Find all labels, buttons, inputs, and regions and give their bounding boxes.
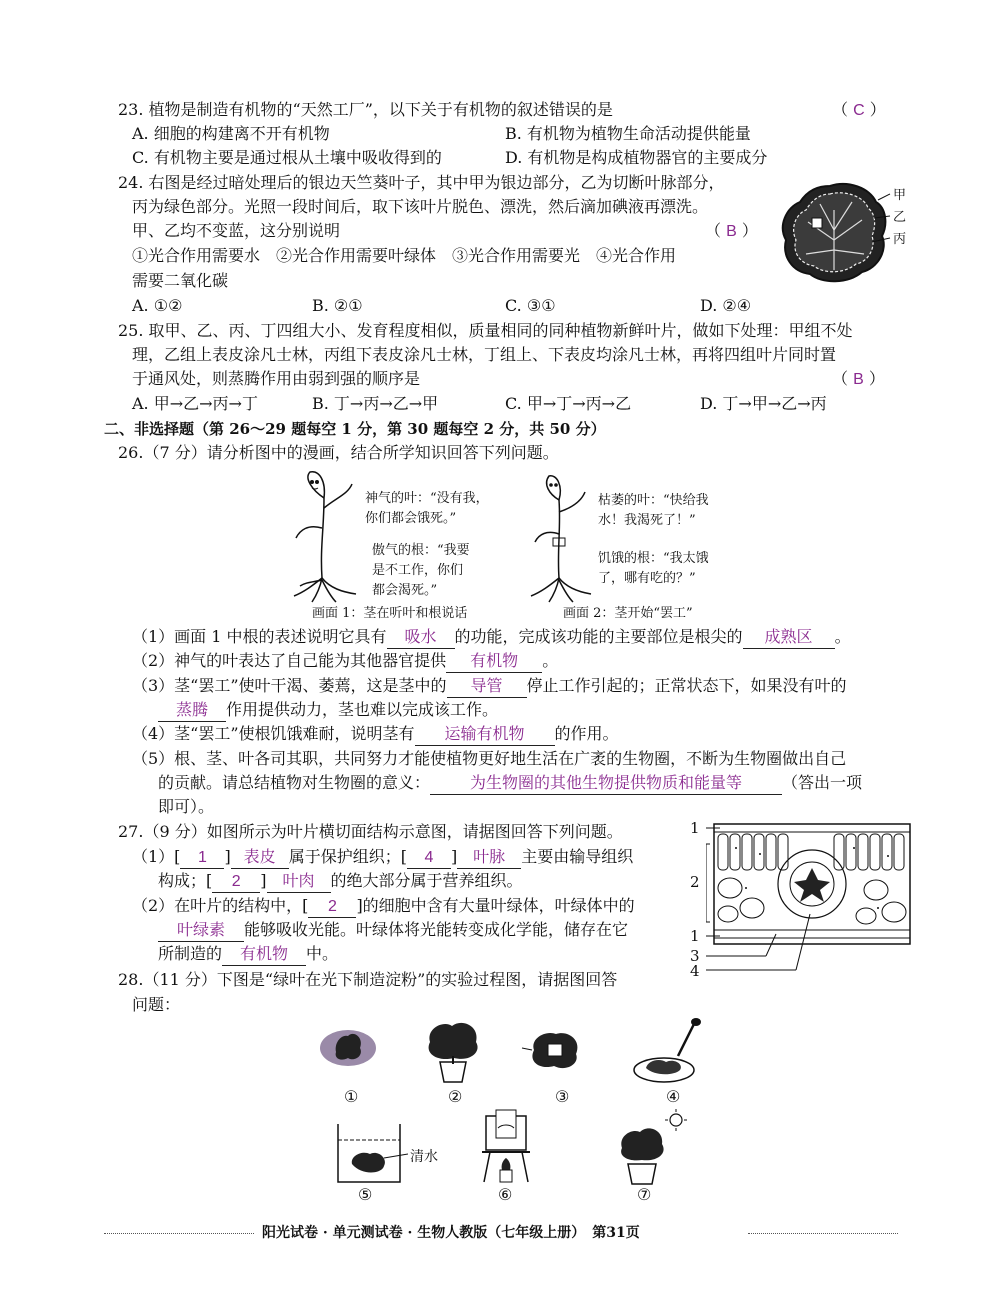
q27-p1b-answer: 叶肉	[267, 872, 331, 893]
bubble-root-hungry-2: 了，哪有吃的？”	[598, 571, 696, 586]
q27-p1-answer2: 叶脉	[457, 848, 521, 869]
step1-dark-plant-icon	[318, 1022, 378, 1070]
step-label-3: ③	[555, 1087, 570, 1106]
q26-p4-end: 的作用。	[554, 724, 619, 743]
q26-part4	[132, 723, 619, 746]
step-label-6: ⑥	[498, 1185, 513, 1204]
q27-p1b-open: 构成；[	[158, 871, 213, 890]
q24-label-bing: 丙	[893, 232, 907, 247]
footer-text: 阳光试卷 · 单元测试卷 · 生物人教版（七年级上册） 第31页	[262, 1225, 640, 1241]
q27-p2-end: ]的细胞中含有大量叶绿体，叶绿体中的	[356, 896, 635, 915]
bubble-root-hungry-1: 饥饿的根：“我太饿	[598, 551, 709, 566]
step-label-2: ②	[448, 1087, 463, 1106]
step-label-7: ⑦	[637, 1185, 652, 1204]
comic-caption-1: 画面 1：茎在听叶和根说话	[312, 606, 468, 621]
q27-p2c-text: 所制造的	[158, 944, 223, 963]
step5-beaker-water-icon	[332, 1120, 408, 1186]
q27-part1b	[158, 870, 523, 893]
q23-stem: 23. 植物是制造有机物的“天然工厂”，以下关于有机物的叙述错误的是	[118, 100, 613, 119]
q26-p5-end: （答出一项	[782, 773, 863, 792]
leaf-cross-section-figure	[706, 818, 916, 978]
q26-stem: 26.（7 分）请分析图中的漫画，结合所学知识回答下列问题。	[118, 443, 559, 462]
q27-fig-label-4: 4	[690, 962, 700, 980]
q26-part5-line1: （5）根、茎、叶各司其职，共同努力才能使植物更好地生活在广袤的生物圈，不断为生物圈做出自己	[132, 749, 847, 768]
q23-option-d: D. 有机物是构成植物器官的主要成分	[505, 148, 768, 167]
q26-p2-answer: 有机物	[446, 652, 542, 673]
footer-rule-right	[748, 1233, 898, 1234]
q25-line2: 理，乙组上表皮涂凡士林，丙组下表皮涂凡士林，丁组上、下表皮均涂凡士林，再将四组叶片同时置	[132, 345, 837, 364]
step2-potted-plant-icon	[424, 1018, 482, 1084]
q26-p2-text: （2）神气的叶表达了自己能为其他器官提供	[132, 651, 447, 670]
q25-answer-bracket: （ B ）	[832, 369, 885, 388]
q27-p1b-num: 2	[212, 872, 260, 893]
q27-p2c-answer: 有机物	[222, 945, 306, 966]
geranium-leaf-figure	[778, 180, 908, 286]
q26-p1-text: （1）画面 1 中根的表述说明它具有	[132, 627, 387, 646]
bubble-root-proud-2: 是不工作，你们	[372, 563, 464, 578]
q27-part2	[132, 895, 635, 918]
q24-option-d: D. ②④	[700, 296, 752, 315]
q24-line1: 24. 右图是经过暗处理后的银边天竺葵叶子，其中甲为银边部分，乙为切断叶脉部分，	[118, 173, 725, 192]
bubble-leaf-withered-2: 水！我渴死了！”	[598, 513, 696, 528]
q28-line1: 28.（11 分）下图是“绿叶在光下制造淀粉”的实验过程图，请据图回答	[118, 970, 618, 989]
water-label: 清水	[410, 1149, 438, 1165]
q26-part1	[132, 626, 851, 649]
q25-option-d: D. 丁→甲→乙→丙	[700, 394, 827, 413]
step-label-1: ①	[344, 1087, 359, 1106]
bubble-root-proud-1: 傲气的根：“我要	[372, 543, 470, 558]
q23-option-b: B. 有机物为植物生命活动提供能量	[505, 124, 751, 143]
bubble-root-proud-3: 都会渴死。”	[372, 583, 438, 598]
bubble-leaf-withered-1: 枯萎的叶：“快给我	[598, 493, 709, 508]
q27-p1-mid: 属于保护组织；[	[288, 847, 407, 866]
q26-p1-end: 。	[834, 627, 851, 646]
q26-p3-answer: 导管	[447, 677, 527, 698]
q26-p1-answer1: 吸水	[387, 628, 455, 649]
bubble-leaf-proud-2: 你们都会饿死。”	[365, 511, 457, 526]
q26-part5-line3: 即可）。	[158, 797, 215, 816]
q25-line1: 25. 取甲、乙、丙、丁四组大小、发育程度相似，质量相同的同种植物新鲜叶片，做如下处理：甲组不处	[118, 321, 853, 340]
q27-fig-label-1b: 1	[690, 927, 700, 945]
q27-p2-num: 2	[308, 897, 356, 918]
q26-part3	[132, 675, 847, 698]
footer-rule-left	[104, 1233, 254, 1234]
q26-part3b	[158, 699, 498, 722]
q24-line5: 需要二氧化碳	[132, 271, 229, 290]
comic-plant-2	[525, 468, 597, 604]
q24-label-jia: 甲	[893, 188, 907, 203]
q24-answer: B	[726, 223, 737, 240]
bubble-leaf-proud-1: 神气的叶：“没有我，	[365, 491, 489, 506]
q27-fig-label-3: 3	[690, 947, 700, 965]
q27-p2b-end: 能够吸收光能。叶绿体将光能转变成化学能，储存在它	[244, 920, 629, 939]
q25-answer: B	[853, 371, 864, 388]
step6-water-bath-heating-icon	[476, 1108, 536, 1186]
q23-option-c: C. 有机物主要是通过根从土壤中吸收得到的	[132, 148, 442, 167]
q27-part2c	[158, 943, 338, 966]
q24-label-yi: 乙	[893, 210, 907, 225]
q27-fig-label-1: 1	[690, 819, 700, 837]
q23-option-a: A. 细胞的构建离不开有机物	[132, 124, 330, 143]
step-label-4: ④	[666, 1087, 681, 1106]
q26-p3-text: （3）茎“罢工”使叶干渴、萎蔫，这是茎中的	[132, 676, 447, 695]
q23-answer: C	[853, 102, 865, 119]
q28-line2: 问题：	[132, 995, 181, 1014]
section-heading: 二、非选择题（第 26～29 题每空 1 分，第 30 题每空 2 分，共 50 分）	[104, 420, 606, 438]
q27-p1-answer1: 表皮	[231, 848, 289, 869]
q27-p1b-end: 的绝大部分属于营养组织。	[330, 871, 523, 890]
q26-p1-answer2: 成熟区	[743, 628, 835, 649]
q27-p2c-end: 中。	[306, 944, 339, 963]
q23-answer-bracket: （ C ）	[832, 100, 886, 119]
q27-p1-num1: 1	[180, 848, 224, 869]
q26-p1-mid: 的功能，完成该功能的主要部位是根尖的	[454, 627, 743, 646]
q27-stem: 27.（9 分）如图所示为叶片横切面结构示意图，请据图回答下列问题。	[118, 822, 623, 841]
q24-option-a: A. ①②	[132, 296, 183, 315]
q26-p4-answer: 运输有机物	[415, 725, 555, 746]
q24-line4: ①光合作用需要水 ②光合作用需要叶绿体 ③光合作用需要光 ④光合作用	[132, 246, 677, 265]
q24-line3: 甲、乙均不变蓝，这分别说明	[132, 221, 341, 240]
q25-option-c: C. 甲→丁→丙→乙	[505, 394, 632, 413]
q27-p1-close1: ]	[224, 847, 231, 866]
q26-p3b-end: 作用提供动力，茎也难以完成该工作。	[226, 700, 499, 719]
q24-option-b: B. ②①	[312, 296, 363, 315]
q27-fig-label-2: 2	[690, 873, 700, 891]
q27-p1-end: 主要由输导组织	[521, 847, 634, 866]
q26-p3b-answer: 蒸腾	[158, 701, 226, 722]
q27-p1-close2: ]	[450, 847, 458, 866]
q26-p5-answer: 为生物圈的其他生物提供物质和能量等	[430, 774, 782, 795]
q27-part2b	[158, 919, 628, 942]
q27-p2b-answer: 叶绿素	[158, 921, 244, 942]
comic-plant-1	[290, 468, 362, 604]
q25-option-a: A. 甲→乙→丙→丁	[132, 394, 258, 413]
q27-p2-open: （2）在叶片的结构中，[	[132, 896, 309, 915]
q27-p1-num2: 4	[407, 848, 451, 869]
comic-caption-2: 画面 2：茎开始“罢工”	[563, 606, 693, 621]
q26-part2	[132, 650, 558, 673]
step7-plant-in-sunlight-icon	[616, 1108, 690, 1186]
q26-p4-text: （4）茎“罢工”使根饥饿难耐，说明茎有	[132, 724, 415, 743]
step4-iodine-dropper-icon	[630, 1016, 710, 1084]
q24-answer-bracket: （ B ）	[705, 221, 758, 240]
step3-covered-leaf-icon	[520, 1026, 590, 1074]
q24-line2: 丙为绿色部分。光照一段时间后，取下该叶片脱色、漂洗，然后滴加碘液再漂洗。	[132, 197, 709, 216]
q24-option-c: C. ③①	[505, 296, 556, 315]
q26-p3-end: 停止工作引起的；正常状态下，如果没有叶的	[526, 676, 847, 695]
q26-part5-line2	[158, 772, 862, 795]
q26-p5-text: 的贡献。请总结植物对生物圈的意义：	[158, 773, 431, 792]
step-label-5: ⑤	[358, 1185, 373, 1204]
q27-part1	[132, 846, 633, 869]
q25-line3: 于通风处，则蒸腾作用由弱到强的顺序是	[132, 369, 421, 388]
q27-p1b-close: ]	[260, 871, 267, 890]
q27-p1-open: （1）[	[132, 847, 181, 866]
q25-option-b: B. 丁→丙→乙→甲	[312, 394, 439, 413]
q26-p2-end: 。	[542, 651, 559, 670]
